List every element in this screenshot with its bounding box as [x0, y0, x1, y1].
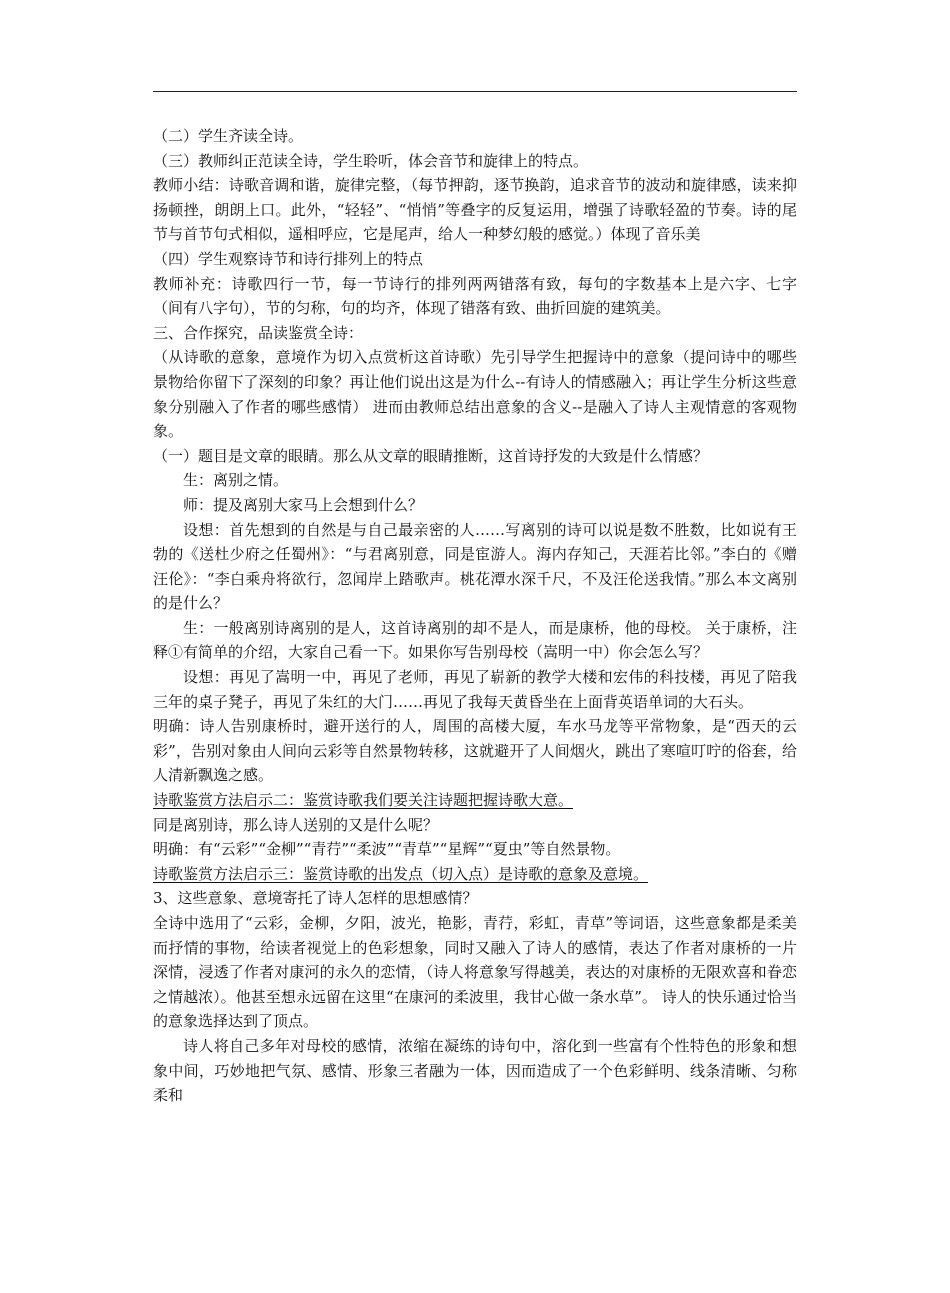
method-note: [153, 862, 797, 887]
paragraph: 诗人将自己多年对母校的感情，浓缩在凝练的诗句中，溶化到一些富有个性特色的形象和想象中间，巧妙地把气氛、感情、形象三者融为一体，因而造成了一个色彩鲜明、线条清晰、匀称柔和: [153, 1036, 797, 1105]
paragraph: 生：离别之情。: [183, 471, 289, 490]
paragraph: 同是离别诗，那么诗人送别的又是什么呢？: [153, 815, 439, 834]
method-note-text: 诗歌鉴赏方法启示二：鉴赏诗歌我们要关注诗题把握诗歌大意。: [153, 791, 574, 810]
paragraph: 全诗中选用了“云彩，金柳，夕阳，波光，艳影，青荇，彩虹，青草”等词语，这些意象都是柔美而抒情的事物，给读者视觉上的色彩想象，同时又融入了诗人的感情，表达了作者对康桥的一片深情，浸透了作者对康河的永久的恋情，（诗人将意象写得越美，表达的对康桥的无限欢喜和眷恋之情越浓）。他甚至想永远留在这里“在康河的柔波里，我甘心做一条水草”。 诗人的快乐通过恰当的意象选择达到了顶点。: [153, 914, 797, 1031]
paragraph: （一）题目是文章的眼睛。那么从文章的眼睛推断，这首诗抒发的大致是什么情感？: [153, 446, 709, 465]
section-heading: 三、合作探究，品读鉴赏全诗：: [153, 323, 364, 342]
paragraph: 3、这些意象、意境寄托了诗人怎样的思想感情？: [153, 889, 478, 908]
paragraph: （二）学生齐读全诗。: [153, 127, 304, 145]
header-rule: [153, 91, 797, 92]
paragraph: 明确：诗人告别康桥时，避开送行的人，周围的高楼大厦，车水马龙等平常物象，是“西天的云彩”，告别对象由人间向云彩等自然景物转移，这就避开了人间烟火，跳出了寒喧叮咛的俗套，给人清新飘逸之感。: [153, 717, 797, 785]
paragraph: 设想：首先想到的自然是与自己最亲密的人……写离别的诗可以说是数不胜数，比如说有王勃的《送杜少府之任蜀州》：“与君离别意，同是宦游人。海内存知己，天涯若比邻。”李白的《赠汪伦》：“李白乘舟将欲行，忽闻岸上踏歌声。桃花潭水深千尺，不及汪伦送我情。”那么本文离别的是什么？: [153, 520, 797, 613]
method-note: [153, 788, 797, 813]
paragraph: 教师补充：诗歌四行一节，每一节诗行的排列两两错落有致，每句的字数基本上是六字、七字（间有八字句），节的匀称，句的均齐，体现了错落有致、曲折回旋的建筑美。: [153, 274, 797, 318]
paragraph: 设想：再见了嵩明一中，再见了老师，再见了崭新的教学大楼和宏伟的科技楼，再见了陪我三年的桌子凳子，再见了朱红的大门……再见了我每天黄昏坐在上面背英语单词的大石头。: [153, 668, 797, 711]
paragraph: 生：一般离别诗离别的是人，这首诗离别的却不是人，而是康桥，他的母校。 关于康桥，注释①有简单的介绍，大家自己看一下。如果你写告别母校（嵩明一中）你会怎么写？: [153, 618, 797, 662]
method-note-text: 诗歌鉴赏方法启示三：鉴赏诗歌的出发点（切入点）是诗歌的意象及意境。: [153, 864, 649, 883]
paragraph: 教师小结：诗歌音调和谐，旋律完整，（每节押韵，逐节换韵，追求音节的波动和旋律感，读来抑扬顿挫，朗朗上口。此外，“轻轻”、“悄悄”等叠字的反复运用，增强了诗歌轻盈的节奏。诗的尾节与首节句式相似，遥相呼应，它是尾声，给人一种梦幻般的感觉。）体现了音乐美: [153, 176, 797, 244]
paragraph: 明确：有“云彩”“金柳”“青荇”“柔波”“青草”“星辉”“夏虫”等自然景物。: [153, 840, 621, 859]
paragraph: 师：提及离别大家马上会想到什么？: [183, 495, 424, 514]
paragraph: （三）教师纠正范读全诗，学生聆听，体会音节和旋律上的特点。: [153, 151, 589, 170]
paragraph: （四）学生观察诗节和诗行排列上的特点: [153, 249, 424, 268]
document-body: [153, 124, 797, 1108]
paragraph: （从诗歌的意象，意境作为切入点赏析这首诗歌）先引导学生把握诗中的意象（提问诗中的哪些景物给你留下了深刻的印象？再让他们说出这是为什么--有诗人的情感融入；再让学生分析这些意象分别融入了作者的哪些感情） 进而由教师总结出意象的含义--是融入了诗人主观情意的客观物象。: [153, 348, 797, 441]
